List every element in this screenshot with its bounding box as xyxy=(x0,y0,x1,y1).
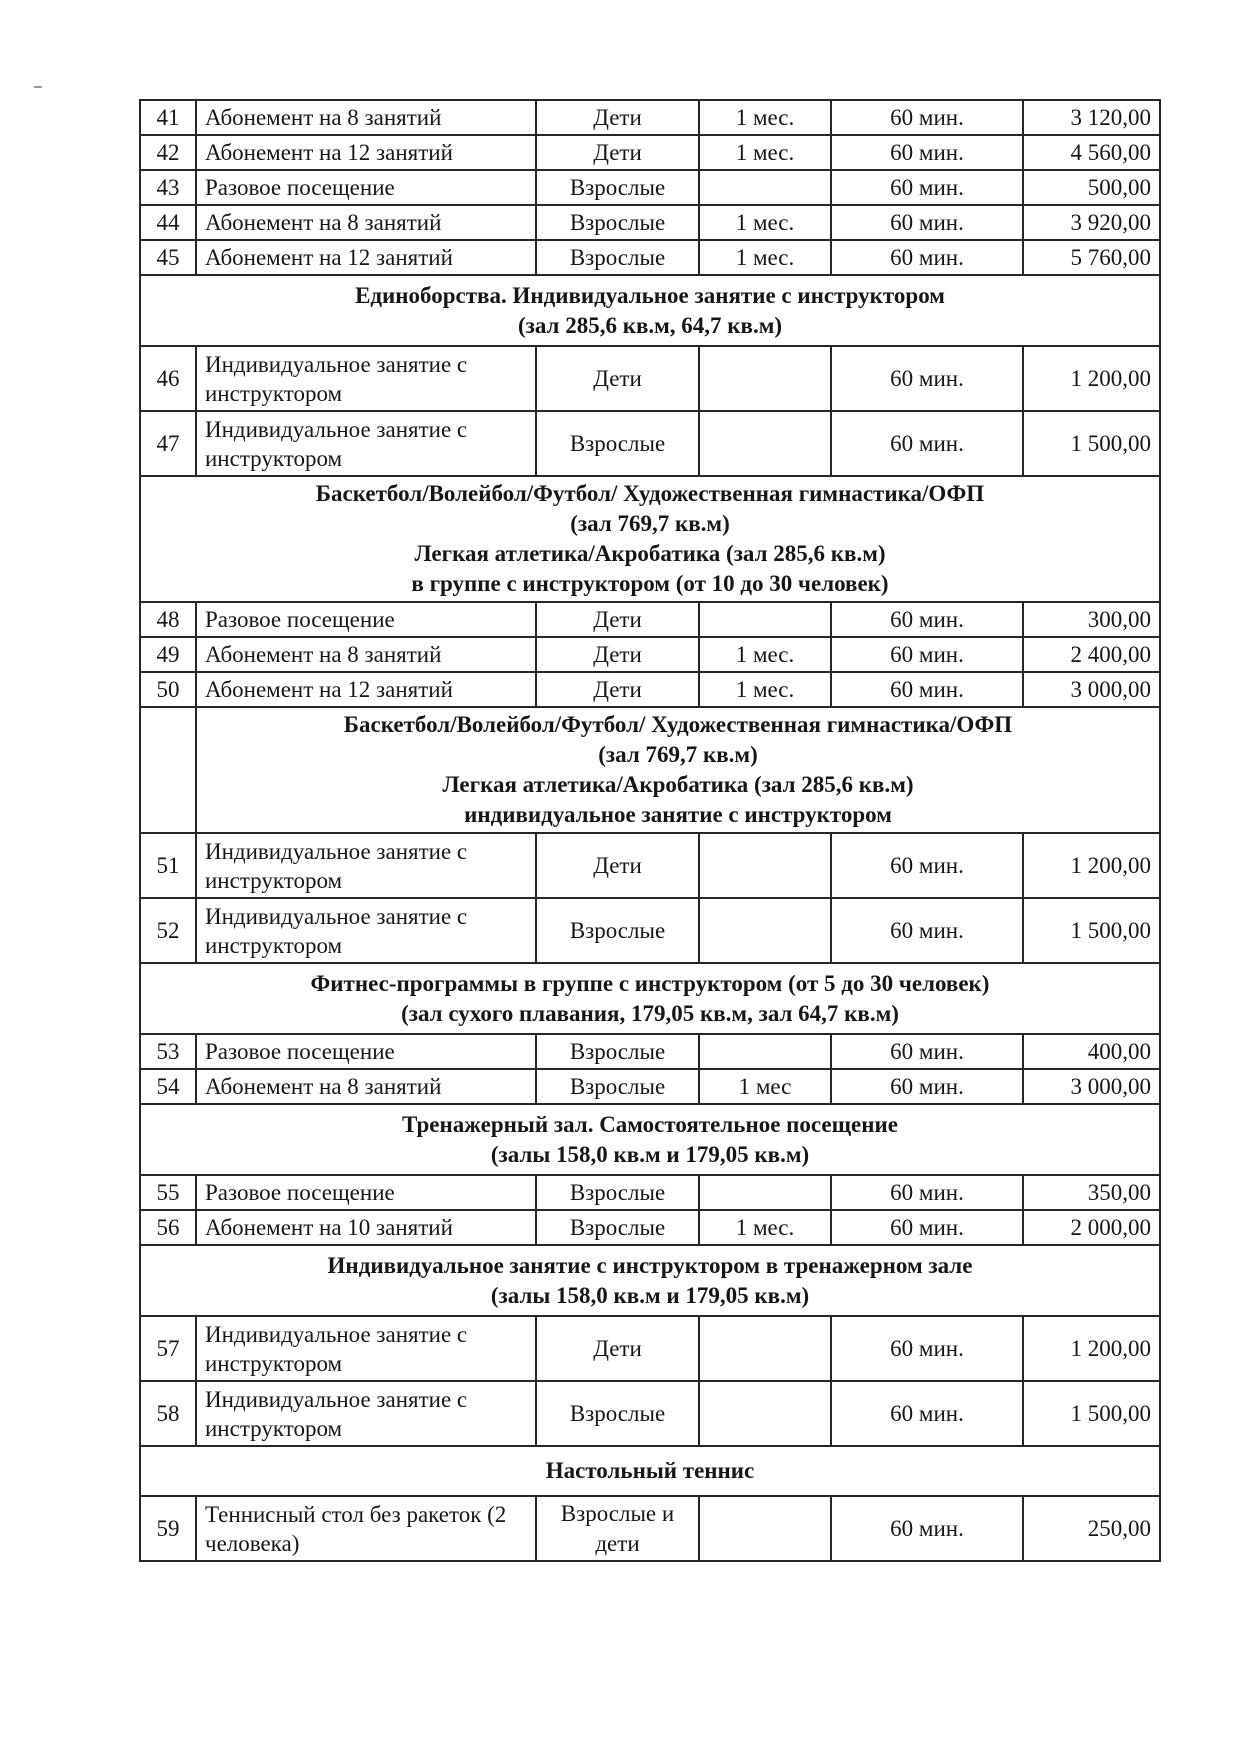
service-price: 1 500,00 xyxy=(1023,411,1160,476)
service-name: Абонемент на 8 занятий xyxy=(196,205,536,240)
row-number: 53 xyxy=(140,1034,196,1069)
session-duration: 60 мин. xyxy=(831,170,1023,205)
validity-period xyxy=(699,1496,831,1561)
section-header-row xyxy=(140,476,1160,602)
service-name: Индивидуальное занятие с инструктором xyxy=(196,346,536,411)
row-number: 42 xyxy=(140,135,196,170)
section-title-line: (зал 769,7 кв.м) xyxy=(570,511,730,536)
section-header-row xyxy=(140,1446,1160,1496)
row-number: 44 xyxy=(140,205,196,240)
section-title-line: Баскетбол/Волейбол/Футбол/ Художественная гимнастика/ОФП xyxy=(315,481,985,506)
row-number: 46 xyxy=(140,346,196,411)
service-name: Абонемент на 12 занятий xyxy=(196,135,536,170)
section-title-line: (залы 158,0 кв.м и 179,05 кв.м) xyxy=(490,1282,810,1308)
session-duration: 60 мин. xyxy=(831,898,1023,963)
service-name: Индивидуальное занятие с инструктором xyxy=(196,1316,536,1381)
table-row xyxy=(140,1175,1160,1210)
session-duration: 60 мин. xyxy=(831,1069,1023,1104)
section-title-line: (зал 769,7 кв.м) xyxy=(598,742,758,767)
table-row xyxy=(140,1034,1160,1069)
section-title-line: Легкая атлетика/Акробатика (зал 285,6 кв.м) xyxy=(442,772,914,797)
client-category: Дети xyxy=(536,602,699,637)
client-category: Дети xyxy=(536,672,699,707)
session-duration: 60 мин. xyxy=(831,1210,1023,1245)
service-price: 2 400,00 xyxy=(1023,637,1160,672)
session-duration: 60 мин. xyxy=(831,1175,1023,1210)
section-title xyxy=(140,963,1160,1034)
service-name: Абонемент на 10 занятий xyxy=(196,1210,536,1245)
service-price: 1 500,00 xyxy=(1023,1381,1160,1446)
service-name: Абонемент на 8 занятий xyxy=(196,1069,536,1104)
service-name: Теннисный стол без ракеток (2 человека) xyxy=(196,1496,536,1561)
scan-speck xyxy=(34,86,42,88)
service-name: Абонемент на 8 занятий xyxy=(196,637,536,672)
row-number: 56 xyxy=(140,1210,196,1245)
row-number: 45 xyxy=(140,240,196,275)
section-title-line: Тренажерный зал. Самостоятельное посещение xyxy=(402,1111,898,1137)
client-category: Взрослые xyxy=(536,1210,699,1245)
section-title-line: Баскетбол/Волейбол/Футбол/ Художественная гимнастика/ОФП xyxy=(343,712,1013,737)
table-row xyxy=(140,346,1160,411)
table-row xyxy=(140,1210,1160,1245)
section-title-line: в группе с инструктором (от 10 до 30 человек) xyxy=(411,571,889,596)
service-price: 350,00 xyxy=(1023,1175,1160,1210)
service-price: 1 200,00 xyxy=(1023,1316,1160,1381)
validity-period xyxy=(699,1034,831,1069)
session-duration: 60 мин. xyxy=(831,411,1023,476)
validity-period xyxy=(699,833,831,898)
client-category: Дети xyxy=(536,135,699,170)
empty-number-cell xyxy=(140,707,196,833)
validity-period xyxy=(699,1175,831,1210)
service-name: Индивидуальное занятие с инструктором xyxy=(196,833,536,898)
client-category: Дети xyxy=(536,100,699,135)
row-number: 57 xyxy=(140,1316,196,1381)
session-duration: 60 мин. xyxy=(831,637,1023,672)
validity-period: 1 мес. xyxy=(699,637,831,672)
row-number: 49 xyxy=(140,637,196,672)
validity-period: 1 мес xyxy=(699,1069,831,1104)
validity-period xyxy=(699,1381,831,1446)
section-title-line: Легкая атлетика/Акробатика (зал 285,6 кв.м) xyxy=(414,541,886,566)
service-price: 1 500,00 xyxy=(1023,898,1160,963)
table-row xyxy=(140,637,1160,672)
session-duration: 60 мин. xyxy=(831,346,1023,411)
section-title xyxy=(140,1245,1160,1316)
session-duration: 60 мин. xyxy=(831,1034,1023,1069)
session-duration: 60 мин. xyxy=(831,672,1023,707)
service-price: 5 760,00 xyxy=(1023,240,1160,275)
validity-period xyxy=(699,346,831,411)
session-duration: 60 мин. xyxy=(831,1381,1023,1446)
client-category: Взрослые xyxy=(536,1175,699,1210)
service-name: Индивидуальное занятие с инструктором xyxy=(196,411,536,476)
client-category: Взрослые xyxy=(536,898,699,963)
client-category: Взрослые xyxy=(536,170,699,205)
validity-period xyxy=(699,898,831,963)
section-title-line: (зал 285,6 кв.м, 64,7 кв.м) xyxy=(517,312,783,338)
section-title-line: Фитнес-программы в группе с инструктором (от 5 до 30 человек) xyxy=(310,970,990,996)
table-row xyxy=(140,411,1160,476)
validity-period: 1 мес. xyxy=(699,1210,831,1245)
table-row xyxy=(140,240,1160,275)
table-row xyxy=(140,205,1160,240)
session-duration: 60 мин. xyxy=(831,1316,1023,1381)
session-duration: 60 мин. xyxy=(831,602,1023,637)
service-price: 2 000,00 xyxy=(1023,1210,1160,1245)
section-title xyxy=(140,275,1160,346)
price-table-body xyxy=(140,100,1160,1561)
section-header-row xyxy=(140,707,1160,833)
service-price: 4 560,00 xyxy=(1023,135,1160,170)
row-number: 47 xyxy=(140,411,196,476)
row-number: 41 xyxy=(140,100,196,135)
table-row xyxy=(140,1069,1160,1104)
section-header-row xyxy=(140,275,1160,346)
session-duration: 60 мин. xyxy=(831,240,1023,275)
client-category: Взрослые xyxy=(536,240,699,275)
session-duration: 60 мин. xyxy=(831,205,1023,240)
validity-period: 1 мес. xyxy=(699,672,831,707)
validity-period xyxy=(699,602,831,637)
service-name: Абонемент на 12 занятий xyxy=(196,672,536,707)
client-category: Взрослые xyxy=(536,1381,699,1446)
session-duration: 60 мин. xyxy=(831,833,1023,898)
validity-period xyxy=(699,1316,831,1381)
row-number: 51 xyxy=(140,833,196,898)
section-title-line: Единоборства. Индивидуальное занятие с инструктором xyxy=(355,282,945,308)
session-duration: 60 мин. xyxy=(831,1496,1023,1561)
validity-period: 1 мес. xyxy=(699,100,831,135)
table-row xyxy=(140,1316,1160,1381)
client-category: Взрослые xyxy=(536,1069,699,1104)
price-table xyxy=(139,99,1161,1562)
section-title xyxy=(140,1446,1160,1496)
service-name: Разовое посещение xyxy=(196,1175,536,1210)
row-number: 54 xyxy=(140,1069,196,1104)
validity-period: 1 мес. xyxy=(699,205,831,240)
section-header-row xyxy=(140,1104,1160,1175)
service-price: 1 200,00 xyxy=(1023,833,1160,898)
row-number: 55 xyxy=(140,1175,196,1210)
service-name: Разовое посещение xyxy=(196,1034,536,1069)
section-title xyxy=(196,707,1160,833)
row-number: 43 xyxy=(140,170,196,205)
client-category: Взрослые xyxy=(536,1034,699,1069)
service-name: Индивидуальное занятие с инструктором xyxy=(196,898,536,963)
service-price: 3 120,00 xyxy=(1023,100,1160,135)
session-duration: 60 мин. xyxy=(831,100,1023,135)
service-name: Разовое посещение xyxy=(196,170,536,205)
table-row xyxy=(140,602,1160,637)
table-row xyxy=(140,135,1160,170)
service-name: Абонемент на 12 занятий xyxy=(196,240,536,275)
service-price: 500,00 xyxy=(1023,170,1160,205)
row-number: 50 xyxy=(140,672,196,707)
service-price: 400,00 xyxy=(1023,1034,1160,1069)
table-row xyxy=(140,1496,1160,1561)
section-header-row xyxy=(140,1245,1160,1316)
service-price: 3 000,00 xyxy=(1023,672,1160,707)
row-number: 52 xyxy=(140,898,196,963)
service-name: Разовое посещение xyxy=(196,602,536,637)
service-price: 250,00 xyxy=(1023,1496,1160,1561)
table-row xyxy=(140,170,1160,205)
section-title-line: (зал сухого плавания, 179,05 кв.м, зал 64,7 кв.м) xyxy=(401,1000,899,1026)
service-price: 300,00 xyxy=(1023,602,1160,637)
client-category: Дети xyxy=(536,833,699,898)
client-category: Взрослые и дети xyxy=(536,1496,699,1561)
section-header-row xyxy=(140,963,1160,1034)
table-row xyxy=(140,833,1160,898)
validity-period xyxy=(699,411,831,476)
section-title-line: Настольный теннис xyxy=(545,1458,755,1483)
client-category: Взрослые xyxy=(536,205,699,240)
row-number: 59 xyxy=(140,1496,196,1561)
table-row xyxy=(140,100,1160,135)
row-number: 58 xyxy=(140,1381,196,1446)
client-category: Дети xyxy=(536,1316,699,1381)
service-name: Абонемент на 8 занятий xyxy=(196,100,536,135)
client-category: Взрослые xyxy=(536,411,699,476)
validity-period: 1 мес. xyxy=(699,135,831,170)
validity-period: 1 мес. xyxy=(699,240,831,275)
client-category: Дети xyxy=(536,637,699,672)
session-duration: 60 мин. xyxy=(831,135,1023,170)
service-name: Индивидуальное занятие с инструктором xyxy=(196,1381,536,1446)
section-title-line: индивидуальное занятие с инструктором xyxy=(464,802,892,827)
service-price: 3 920,00 xyxy=(1023,205,1160,240)
section-title-line: (залы 158,0 кв.м и 179,05 кв.м) xyxy=(490,1141,810,1167)
client-category: Дети xyxy=(536,346,699,411)
row-number: 48 xyxy=(140,602,196,637)
service-price: 1 200,00 xyxy=(1023,346,1160,411)
table-row xyxy=(140,898,1160,963)
table-row xyxy=(140,1381,1160,1446)
service-price: 3 000,00 xyxy=(1023,1069,1160,1104)
section-title xyxy=(140,476,1160,602)
section-title-line: Индивидуальное занятие с инструктором в тренажерном зале xyxy=(327,1252,973,1278)
section-title xyxy=(140,1104,1160,1175)
table-row xyxy=(140,672,1160,707)
validity-period xyxy=(699,170,831,205)
